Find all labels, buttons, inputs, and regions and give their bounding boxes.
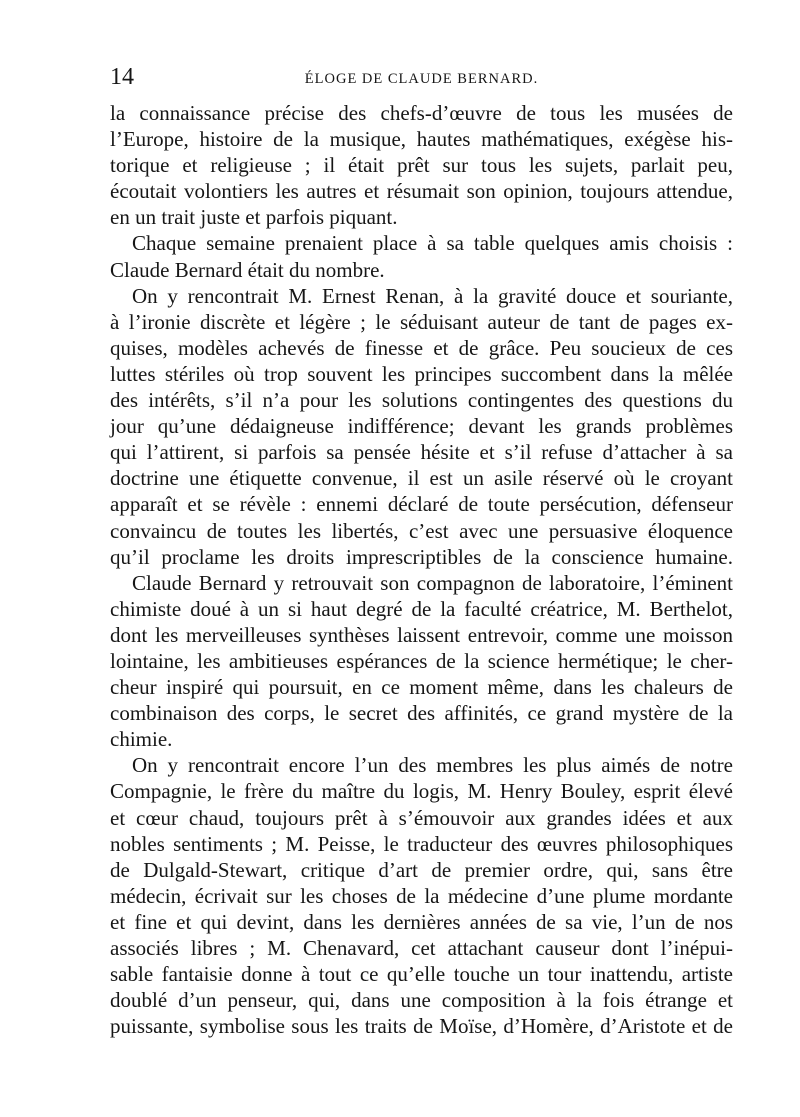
text-line: médecin, écrivait sur les choses de la médecine d’une plume mordante [110,883,733,908]
running-title: ÉLOGE DE CLAUDE BERNARD. [304,71,539,87]
text-line: jour qu’une dédaigneuse indifférence; devant les grands problèmes [110,414,733,439]
body-text [110,100,733,1039]
text-line: Claude Bernard y retrouvait son compagnon de laboratoire, l’éminent [132,570,733,595]
text-line: des intérêts, s’il n’a pour les solutions contingentes des questions du [110,388,733,413]
text-line: la connaissance précise des chefs-d’œuvre de tous les musées de [110,101,733,125]
text-line: cheur inspiré qui poursuit, en ce moment même, dans les chaleurs de [110,675,733,700]
text-line: qu’il proclame les droits imprescriptibles de la conscience humaine. [110,544,733,569]
text-line: en un trait juste et parfois piquant. [110,205,398,230]
text-line: convaincu de toutes les libertés, c’est avec une persuasive éloquence [110,518,733,543]
text-line: luttes stériles où trop souvent les principes succombent dans la mêlée [110,361,733,386]
text-line: combinaison des corps, le secret des affinités, ce grand mystère de la [110,701,733,726]
page-number: 14 [110,64,134,90]
text-line: quises, modèles achevés de finesse et de grâce. Peu soucieux de ces [110,335,733,360]
text-line: chimie. [110,727,173,752]
text-line: nobles sentiments ; M. Peisse, le traducteur des œuvres philosophiques [110,831,733,856]
text-line: Claude Bernard était du nombre. [110,257,385,282]
text-line: dont les merveilleuses synthèses laissent entrevoir, comme une moisson [110,622,733,647]
text-line: On y rencontrait encore l’un des membres les plus aimés de notre [132,753,733,778]
text-line: et cœur chaud, toujours prêt à s’émouvoir aux grandes idées et aux [110,805,733,830]
page-header [110,62,733,92]
text-line: On y rencontrait M. Ernest Renan, à la gravité douce et souriante, [132,283,733,308]
text-line: de Dulgald-Stewart, critique d’art de premier ordre, qui, sans être [110,857,733,882]
text-line: Chaque semaine prenaient place à sa table quelques amis choisis : [132,231,733,256]
text-line: doublé d’un penseur, qui, dans une composition à la fois étrange et [110,988,733,1013]
text-line: l’Europe, histoire de la musique, hautes mathématiques, exégèse his- [110,127,733,152]
text-line: et fine et qui devint, dans les dernières années de sa vie, l’un de nos [110,909,733,934]
text-line: associés libres ; M. Chenavard, cet attachant causeur dont l’inépui- [110,936,733,960]
text-line: à l’ironie discrète et légère ; le séduisant auteur de tant de pages ex- [110,309,733,334]
text-line: apparaît et se révèle : ennemi déclaré de toute persécution, défenseur [110,492,733,517]
text-line: doctrine une étiquette convenue, il est un asile réservé où le croyant [110,466,733,491]
text-line: Compagnie, le frère du maître du logis, M. Henry Bouley, esprit élevé [110,779,733,804]
text-line: torique et religieuse ; il était prêt sur tous les sujets, parlait peu, [110,153,733,178]
text-line: chimiste doué à un si haut degré de la faculté créatrice, M. Berthelot, [110,596,733,621]
text-line: qui l’attirent, si parfois sa pensée hésite et s’il refuse d’attacher à sa [110,440,733,465]
text-line: puissante, symbolise sous les traits de Moïse, d’Homère, d’Aristote et de [110,1014,733,1039]
text-line: lointaine, les ambitieuses espérances de la science hermétique; le cher- [110,648,733,673]
text-line: écoutait volontiers les autres et résumait son opinion, toujours attendue, [110,179,733,204]
text-line: sable fantaisie donne à tout ce qu’elle touche un tour inattendu, artiste [110,962,733,987]
